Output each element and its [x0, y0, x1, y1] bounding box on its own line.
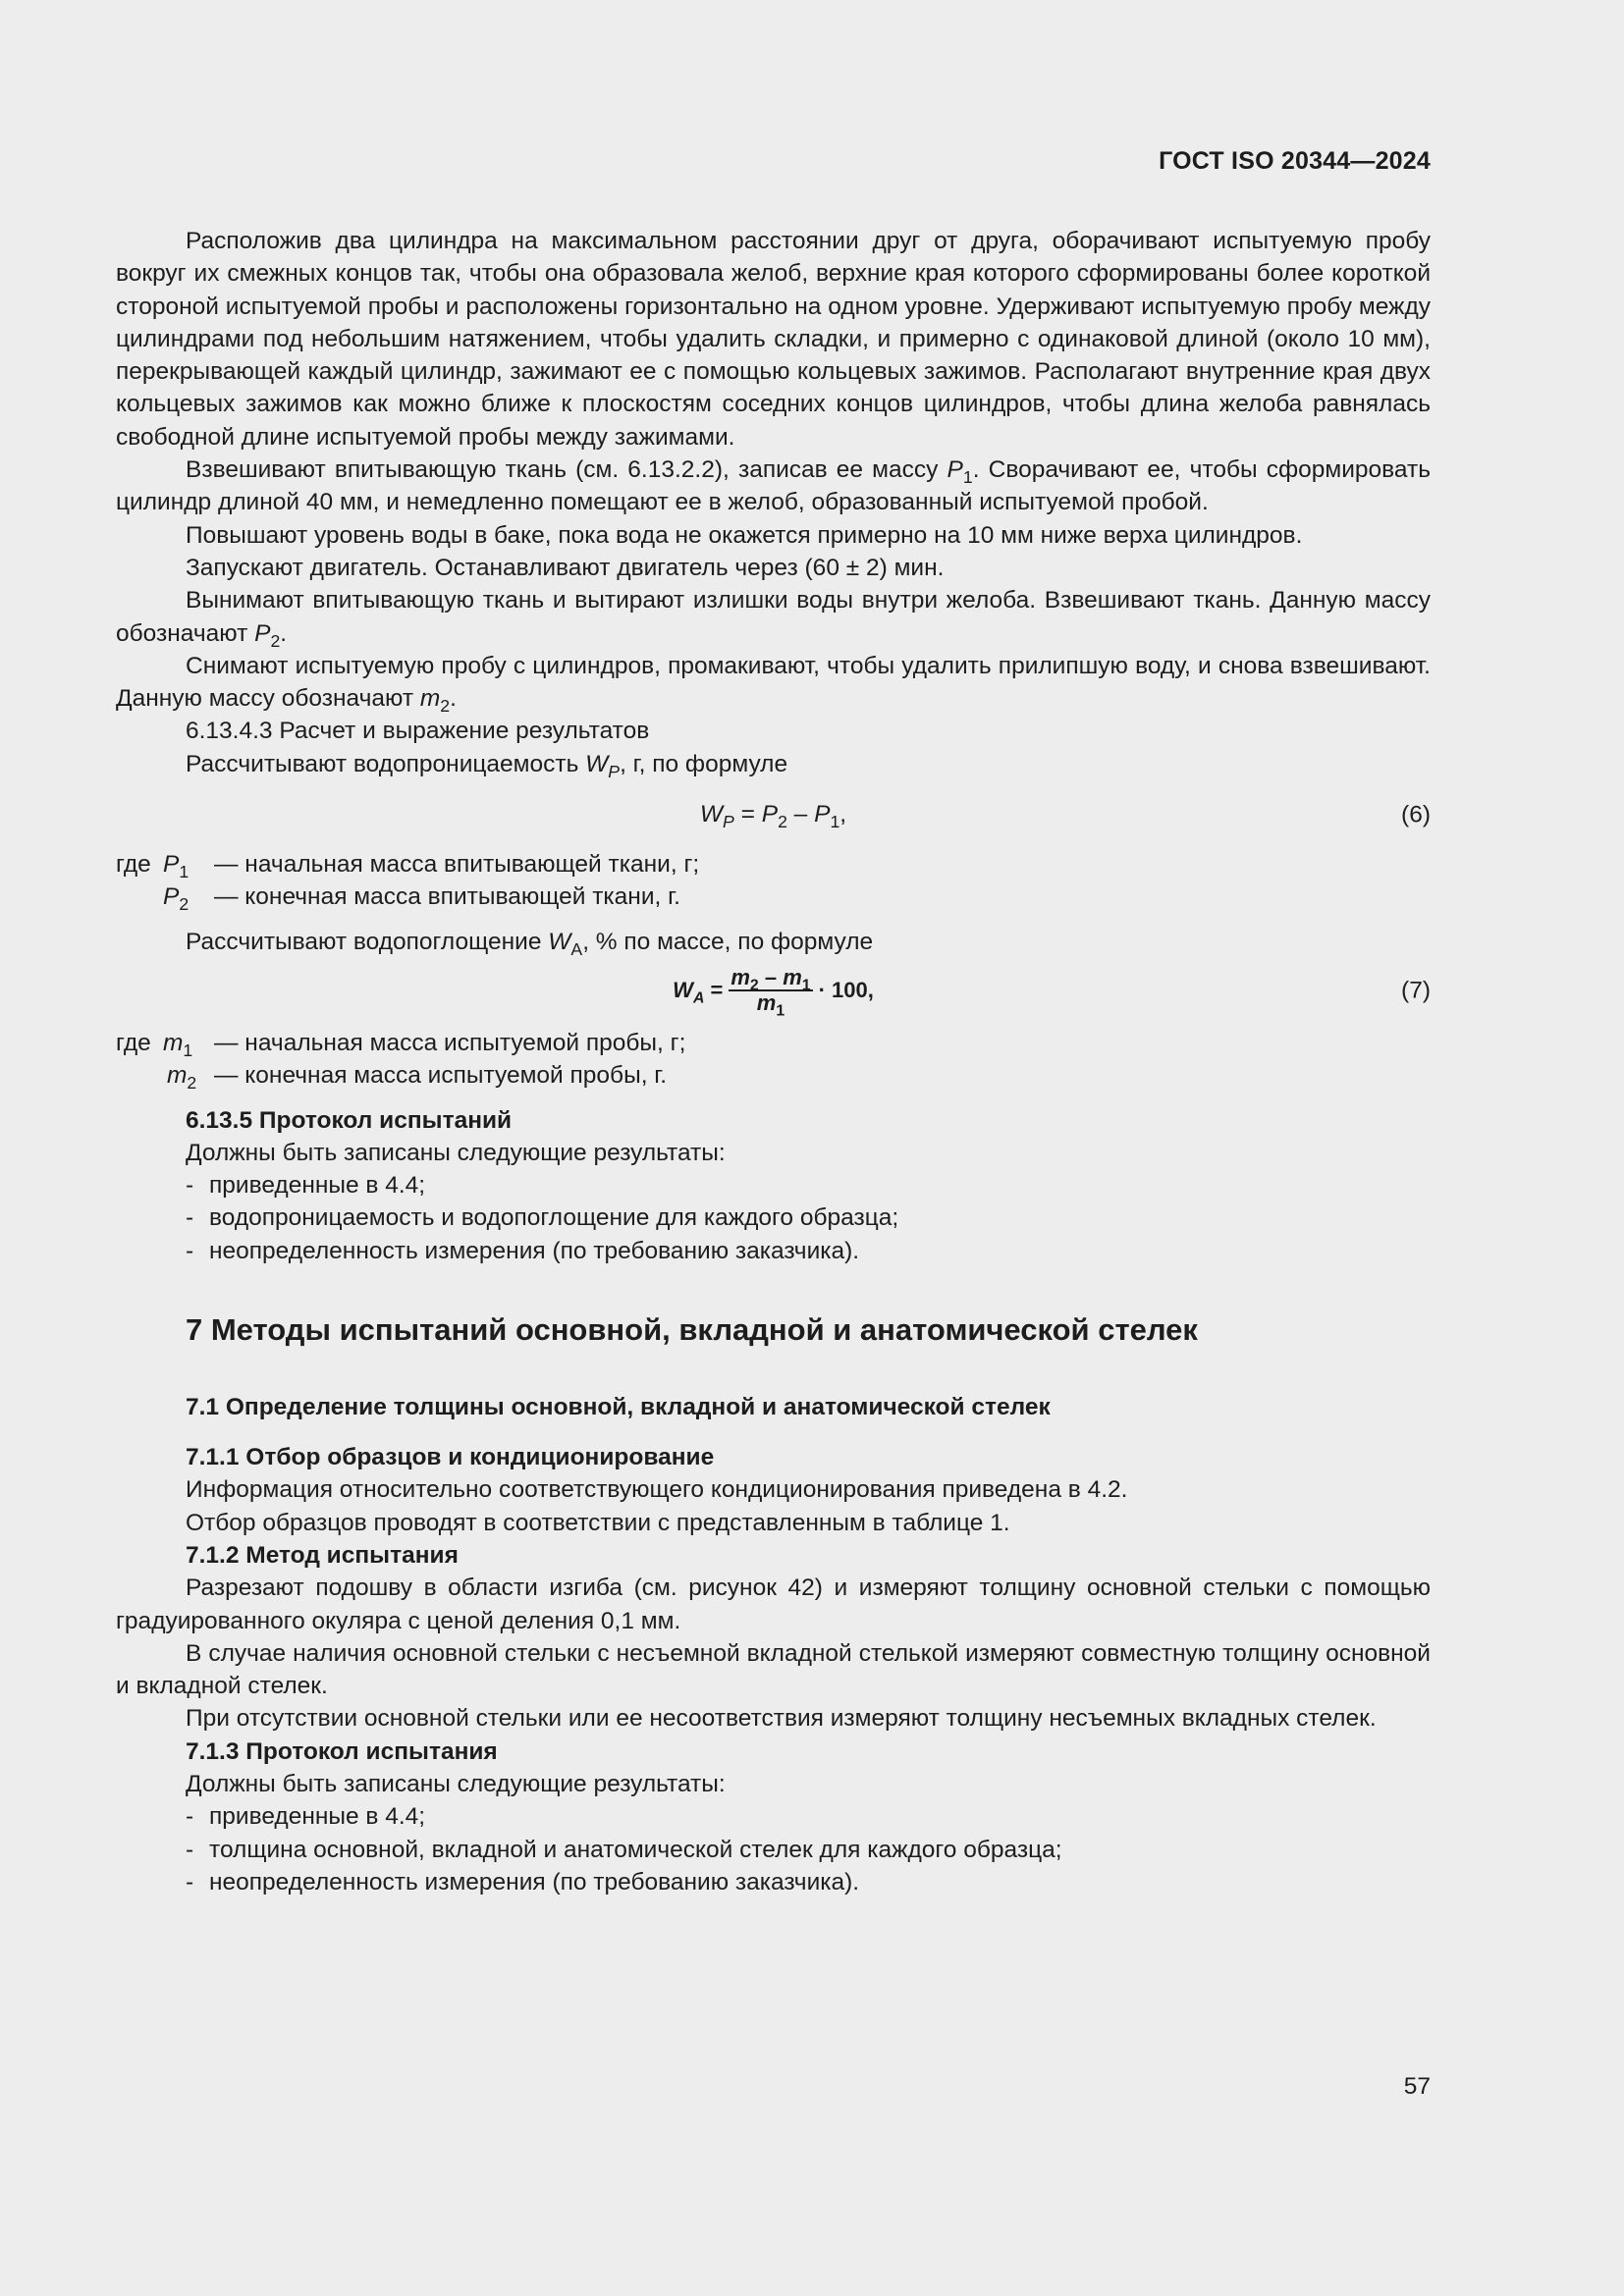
list-item-text: водопроницаемость и водопоглощение для каждого образца;: [209, 1204, 899, 1232]
list-dash: -: [186, 1868, 194, 1896]
paragraph: При отсутствии основной стельки или ее несоответствия измеряют толщину несъемных вкладных стелек.: [186, 1705, 1377, 1733]
symbol: m: [419, 685, 441, 713]
formula-subscript: 2: [749, 977, 759, 994]
formula-subscript: 1: [801, 977, 811, 994]
paragraph-cylinder-setup: Расположив два цилиндра на максимальном расстоянии друг от друга, оборачивают испытуемую пробу вокруг их смежных концов так, чтобы она образовала желоб, верхние края которого сформированы более короткой стороной испытуемой пробы и расположены горизонтально на одном уровне. Удерживают испытуемую пробу между цилиндрами под небольшим натяжением, чтобы удалить складки, и примерно с одинаковой длиной (около 10 мм), перекрывающей каждый цилиндр, зажимают ее с помощью кольцевых зажимов. Располагают внутренние края двух кольцевых зажимов как можно ближе к плоскостям соседних концов цилиндров, чтобы длина желоба равнялась свободной длине испытуемой пробы между зажимами.: [116, 228, 1431, 451]
list-item: [116, 1235, 1431, 1267]
paragraph: Информация относительно соответствующего кондиционирования приведена в 4.2.: [186, 1476, 1128, 1504]
symbol-subscript: 1: [179, 862, 189, 882]
where-symbol: [163, 881, 214, 913]
symbol-subscript: 2: [440, 696, 451, 717]
list-dash: -: [186, 1803, 194, 1831]
paragraph-text: Взвешивают впитывающую ткань (см. 6.13.2.2), записав ее массу: [186, 456, 947, 484]
list-item: [116, 1866, 1431, 1898]
symbol: m: [167, 1062, 188, 1090]
formula-subscript: [723, 812, 734, 831]
section-7-1-title: 7.1 Определение толщины основной, вкладной и анатомической стелек: [186, 1394, 1051, 1421]
paragraph: В случае наличия основной стельки с несъемной вкладной стелькой измеряют совместную толщину основной и вкладной стелек.: [116, 1639, 1431, 1700]
paragraph-text: Рассчитывают водопоглощение: [186, 928, 549, 955]
clause-6-13-4-3: 6.13.4.3 Расчет и выражение результатов: [186, 718, 650, 745]
document-code: ГОСТ ISO 20344—2024: [1159, 147, 1431, 175]
page-number: 57: [1403, 2073, 1431, 2100]
formula-lhs: $W_A$ =: [673, 978, 724, 1007]
paragraph-text: Вынимают впитывающую ткань и вытирают излишки воды внутри желоба. Взвешивают ткань. Данную массу обозначают: [116, 587, 1431, 647]
where-symbol: [163, 848, 214, 881]
formula-symbol: m: [783, 964, 802, 989]
formula-symbol: m: [731, 964, 750, 989]
formula-symbol: W: [699, 800, 724, 828]
symbol: P: [163, 883, 180, 911]
symbol: m: [163, 1029, 184, 1056]
symbol: P: [947, 456, 963, 484]
list-item: [116, 1800, 1431, 1833]
paragraph: Отбор образцов проводят в соответствии с представленным в таблице 1.: [186, 1509, 1010, 1536]
formula-symbol: P: [814, 800, 831, 828]
list-intro: Должны быть записаны следующие результаты:: [186, 1139, 726, 1166]
subscript-letter: A: [692, 989, 705, 1007]
heading-7-1-3: 7.1.3 Протокол испытания: [186, 1737, 498, 1765]
formula-6-number: (6): [1401, 800, 1431, 828]
symbol-subscript: 1: [183, 1041, 193, 1061]
formula-7: [116, 962, 1431, 1019]
where-prefix-blank: [116, 881, 163, 913]
where-row: [116, 848, 1431, 881]
formula-subscript: [693, 990, 704, 1007]
symbol-subscript: [608, 762, 620, 781]
paragraph-absorption-intro: [116, 926, 1431, 958]
heading-7-1-2: 7.1.2 Метод испытания: [186, 1541, 459, 1569]
paragraph-weigh-fabric: [116, 454, 1431, 519]
list-item-text: неопределенность измерения (по требованию заказчика).: [209, 1237, 860, 1264]
formula-6: [116, 792, 1431, 836]
fraction-numerator: $m_2 - m_1$: [731, 964, 811, 994]
list-dash: -: [186, 1204, 194, 1232]
paragraph-remove-sample: Снимают испытуемую пробу с цилиндров, промакивают, чтобы удалить прилипшую воду, и снова взвешивают. Данную массу обозначают $m_2$.: [116, 652, 1431, 717]
page-content: [116, 225, 1431, 1898]
formula-subscript: 1: [830, 812, 840, 832]
formula-subscript: 2: [778, 812, 787, 832]
formula-7-number: (7): [1401, 977, 1431, 1004]
symbol-subscript: A: [570, 938, 583, 959]
list-item-text: приведенные в 4.4;: [209, 1803, 426, 1831]
symbol-subscript: 2: [187, 1073, 197, 1094]
formula-symbol: W: [673, 978, 693, 1003]
heading-7-1-1: 7.1.1 Отбор образцов и кондиционирование: [186, 1444, 715, 1471]
where-description: — конечная масса испытуемой пробы, г.: [214, 1062, 668, 1090]
list-item-text: толщина основной, вкладной и анатомической стелек для каждого образца;: [209, 1836, 1062, 1863]
symbol-subscript: 2: [270, 630, 281, 651]
where-description: — конечная масса впитывающей ткани, г.: [214, 883, 680, 911]
symbol: W: [548, 928, 571, 955]
paragraph-water-level: Повышают уровень воды в баке, пока вода не окажется примерно на 10 мм ниже верха цилиндров.: [186, 521, 1303, 549]
subscript-letter: P: [608, 761, 621, 781]
symbol-subscript: 1: [962, 467, 973, 488]
symbol: P: [163, 851, 180, 879]
paragraph: Разрезают подошву в области изгиба (см. рисунок 42) и измеряют толщину основной стельки с помощью градуированного окуляра с ценой деления 0,1 мм.: [116, 1575, 1431, 1634]
where-row: [116, 881, 1431, 913]
paragraph-text: , % по массе, по формуле: [582, 928, 874, 955]
paragraph-text: Рассчитывают водопроницаемость: [186, 750, 586, 777]
list-item: [116, 1834, 1431, 1866]
symbol-subscript: 2: [179, 894, 189, 915]
where-description: — начальная масса испытуемой пробы, г;: [214, 1029, 686, 1056]
list-item: [116, 1201, 1431, 1234]
where-prefix: где: [116, 1029, 151, 1056]
list-intro: Должны быть записаны следующие результаты:: [186, 1770, 726, 1797]
formula-7-expression: [673, 964, 874, 1020]
paragraph-motor: Запускают двигатель. Останавливают двигатель через (60 ± 2) мин.: [186, 554, 945, 581]
where-symbol: [167, 1059, 214, 1092]
where-prefix-blank: [116, 1059, 167, 1092]
formula-symbol: m: [756, 989, 777, 1015]
heading-6-13-5: 6.13.5 Протокол испытаний: [186, 1106, 513, 1134]
subscript-letter: P: [723, 812, 734, 832]
where-symbol: [163, 1027, 214, 1059]
symbol: W: [585, 750, 609, 777]
where-description: — начальная масса впитывающей ткани, г;: [214, 851, 700, 879]
fraction-denominator: [755, 989, 786, 1020]
formula-subscript: 1: [776, 1002, 785, 1020]
paragraph-text: Снимают испытуемую пробу с цилиндров, промакивают, чтобы удалить прилипшую воду, и снова взвешивают. Данную массу обозначают: [116, 652, 1431, 713]
section-7-title: 7 Методы испытаний основной, вкладной и анатомической стелек: [186, 1312, 1198, 1348]
paragraph-permeability-intro: [116, 748, 1431, 780]
list-dash: -: [186, 1836, 194, 1863]
list-item: [116, 1169, 1431, 1201]
list-dash: -: [186, 1172, 194, 1200]
list-dash: -: [186, 1237, 194, 1264]
list-item-text: приведенные в 4.4;: [209, 1172, 426, 1200]
paragraph-text: , г, по формуле: [620, 750, 788, 777]
fraction: [729, 964, 812, 1020]
formula-6-expression: $W_P = P_2 - P_1$,: [699, 800, 847, 832]
formula-factor: · 100,: [818, 978, 874, 1003]
symbol: P: [254, 619, 271, 647]
list-item-text: неопределенность измерения (по требованию заказчика).: [209, 1868, 860, 1896]
formula-symbol: P: [761, 800, 779, 828]
where-prefix: где: [116, 851, 151, 879]
paragraph-text: . Сворачивают ее, чтобы сформировать цилиндр длиной 40 мм, и немедленно помещают ее в желоб, образованный испытуемой пробой.: [116, 456, 1431, 516]
paragraph-remove-fabric: Вынимают впитывающую ткань и вытирают излишки воды внутри желоба. Взвешивают ткань. Данную массу обозначают $P_2$.: [116, 587, 1431, 651]
where-row: [116, 1027, 1431, 1059]
where-row: [116, 1059, 1431, 1092]
